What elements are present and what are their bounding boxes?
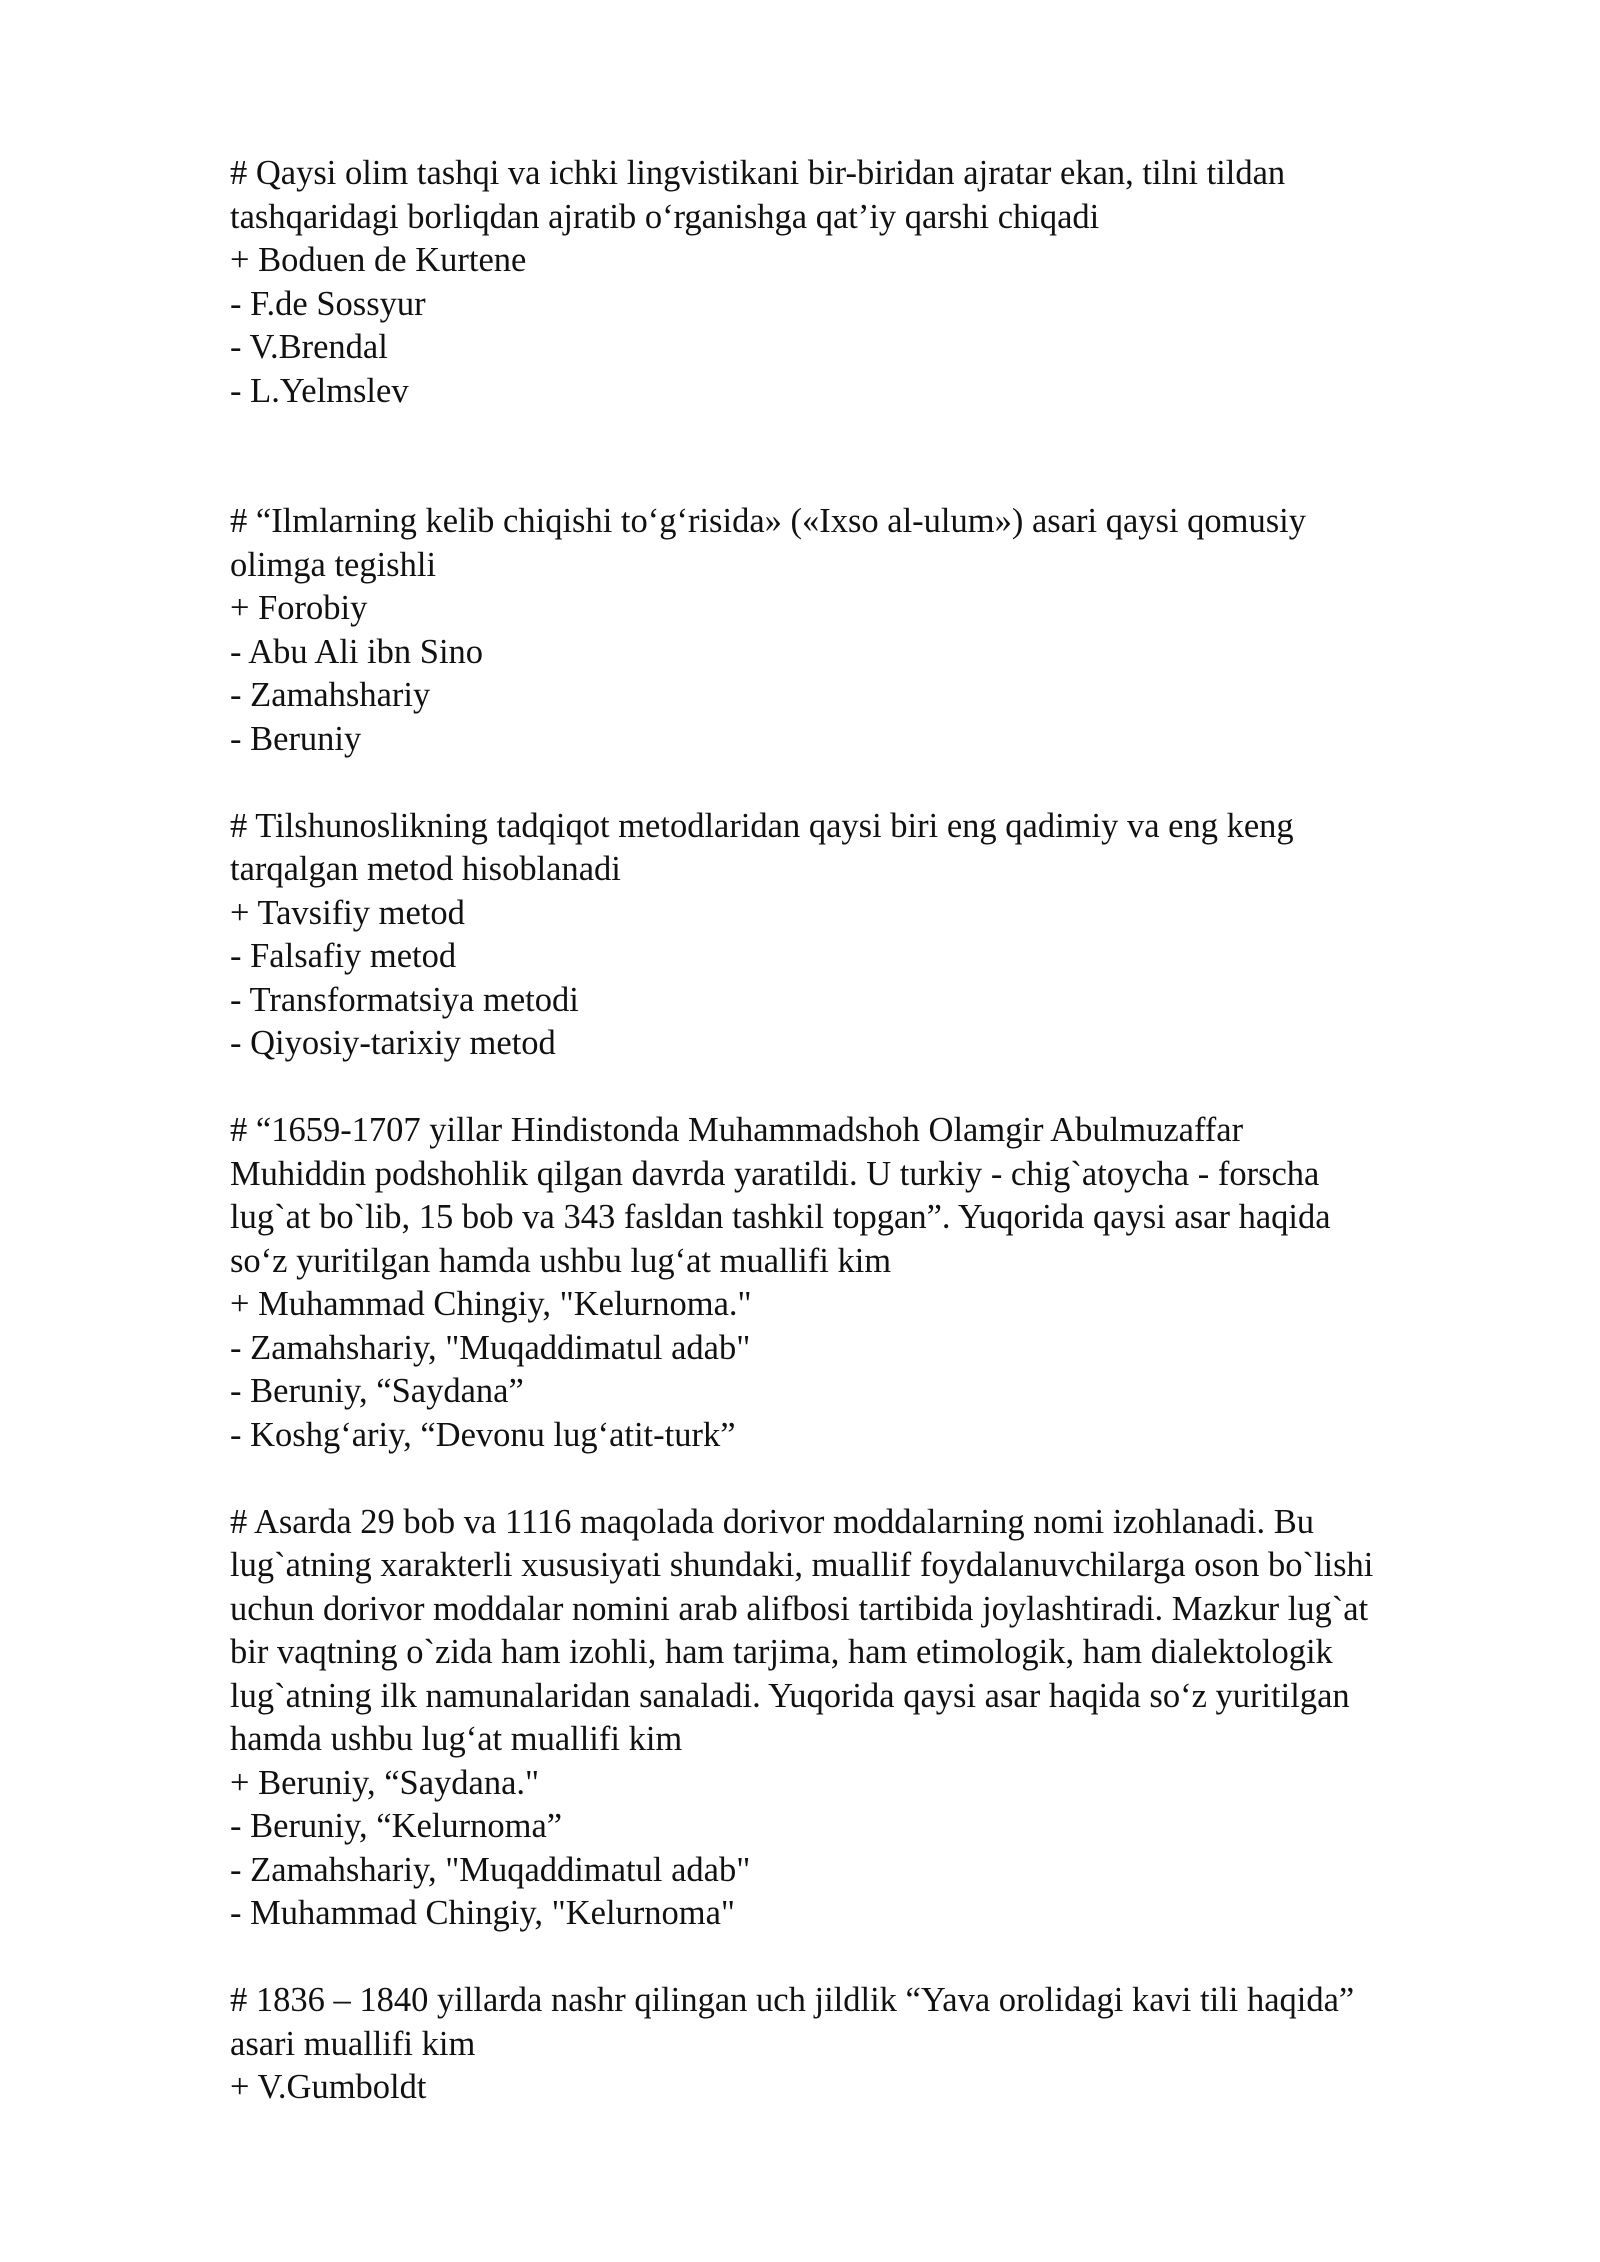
correct-answer: + Muhammad Chingiy, "Kelurnoma."	[230, 1285, 752, 1323]
wrong-answer: - Falsafiy metod	[230, 937, 457, 975]
question-text-line: lug`at bo`lib, 15 bob va 343 fasldan tashkil topgan”. Yuqorida qaysi asar haqida	[230, 1198, 1331, 1236]
correct-answer: + Boduen de Kurtene	[230, 241, 527, 279]
question-text-line: asari muallifi kim	[230, 2024, 476, 2063]
question-text-line: olimga tegishli	[230, 545, 437, 584]
wrong-answer: - L.Yelmslev	[230, 371, 409, 410]
wrong-answer: - Beruniy, “Kelurnoma”	[230, 1807, 563, 1845]
correct-answer: + Tavsifiy metod	[230, 893, 465, 932]
wrong-answer: - Beruniy	[230, 719, 362, 758]
correct-answer: + Forobiy	[230, 589, 368, 627]
wrong-answer: - V.Brendal	[230, 328, 388, 366]
question-block	[230, 1109, 1490, 1457]
question-block	[230, 1979, 1490, 2110]
correct-answer: + Beruniy, “Saydana."	[230, 1763, 540, 1802]
wrong-answer: - Zamahshariy	[230, 676, 431, 714]
wrong-answer: - Koshg‘ariy, “Devonu lug‘atit-turk”	[230, 1415, 736, 1454]
question-text-line: so‘z yuritilgan hamda ushbu lug‘at muallifi kim	[230, 1241, 892, 1280]
question-block	[230, 1501, 1490, 1936]
question-text-line: # Qaysi olim tashqi va ichki lingvistikani bir-biridan ajratar ekan, tilni tildan	[230, 154, 1286, 192]
document-page	[230, 152, 1490, 2110]
question-text-line: # Asarda 29 bob va 1116 maqolada dorivor moddalarning nomi izohlanadi. Bu	[230, 1502, 1314, 1541]
question-text-line: Muhiddin podshohlik qilgan davrda yaratildi. U turkiy - chig`atoycha - forscha	[230, 1154, 1320, 1193]
wrong-answer: - Qiyosiy-tarixiy metod	[230, 1024, 556, 1062]
question-text-line: # Tilshunoslikning tadqiqot metodlaridan qaysi biri eng qadimiy va eng keng	[230, 806, 1294, 845]
question-block	[230, 805, 1490, 1066]
wrong-answer: - Transformatsiya metodi	[230, 980, 579, 1019]
question-text-line: lug`atning ilk namunalaridan sanaladi. Yuqorida qaysi asar haqida so‘z yuritilgan	[230, 1676, 1350, 1715]
spacer	[230, 413, 1490, 500]
question-text-line: tashqaridagi borliqdan ajratib o‘rganishga qat’iy qarshi chiqadi	[230, 197, 1100, 236]
wrong-answer: - Zamahshariy, "Muqaddimatul adab"	[230, 1328, 751, 1367]
wrong-answer: - Abu Ali ibn Sino	[230, 632, 484, 671]
question-text-line: # “1659-1707 yillar Hindistonda Muhammadshoh Olamgir Abulmuzaffar	[230, 1111, 1244, 1149]
spacer	[230, 1936, 1490, 1980]
wrong-answer: - Beruniy, “Saydana”	[230, 1372, 524, 1410]
question-block	[230, 152, 1490, 413]
correct-answer: + V.Gumboldt	[230, 2068, 427, 2106]
question-text-line: bir vaqtning o`zida ham izohli, ham tarjima, ham etimologik, ham dialektologik	[230, 1633, 1333, 1671]
question-text-line: uchun dorivor moddalar nomini arab alifbosi tartibida joylashtiradi. Mazkur lug`at	[230, 1589, 1369, 1628]
spacer	[230, 1457, 1490, 1501]
wrong-answer: - Zamahshariy, "Muqaddimatul adab"	[230, 1850, 751, 1889]
question-text-line: # 1836 – 1840 yillarda nashr qilingan uch jildlik “Yava orolidagi kavi tili haqida”	[230, 1981, 1355, 2019]
question-text-line: # “Ilmlarning kelib chiqishi to‘g‘risida» («Ixso al-ulum») asari qaysi qomusiy	[230, 502, 1307, 540]
wrong-answer: - F.de Sossyur	[230, 284, 426, 323]
spacer	[230, 761, 1490, 805]
spacer	[230, 1066, 1490, 1110]
question-text-line: hamda ushbu lug‘at muallifi kim	[230, 1720, 683, 1758]
question-text-line: tarqalgan metod hisoblanadi	[230, 850, 621, 888]
wrong-answer: - Muhammad Chingiy, "Kelurnoma"	[230, 1894, 736, 1932]
question-block	[230, 500, 1490, 761]
question-text-line: lug`atning xarakterli xususiyati shundaki, muallif foydalanuvchilarga oson bo`lishi	[230, 1546, 1374, 1584]
